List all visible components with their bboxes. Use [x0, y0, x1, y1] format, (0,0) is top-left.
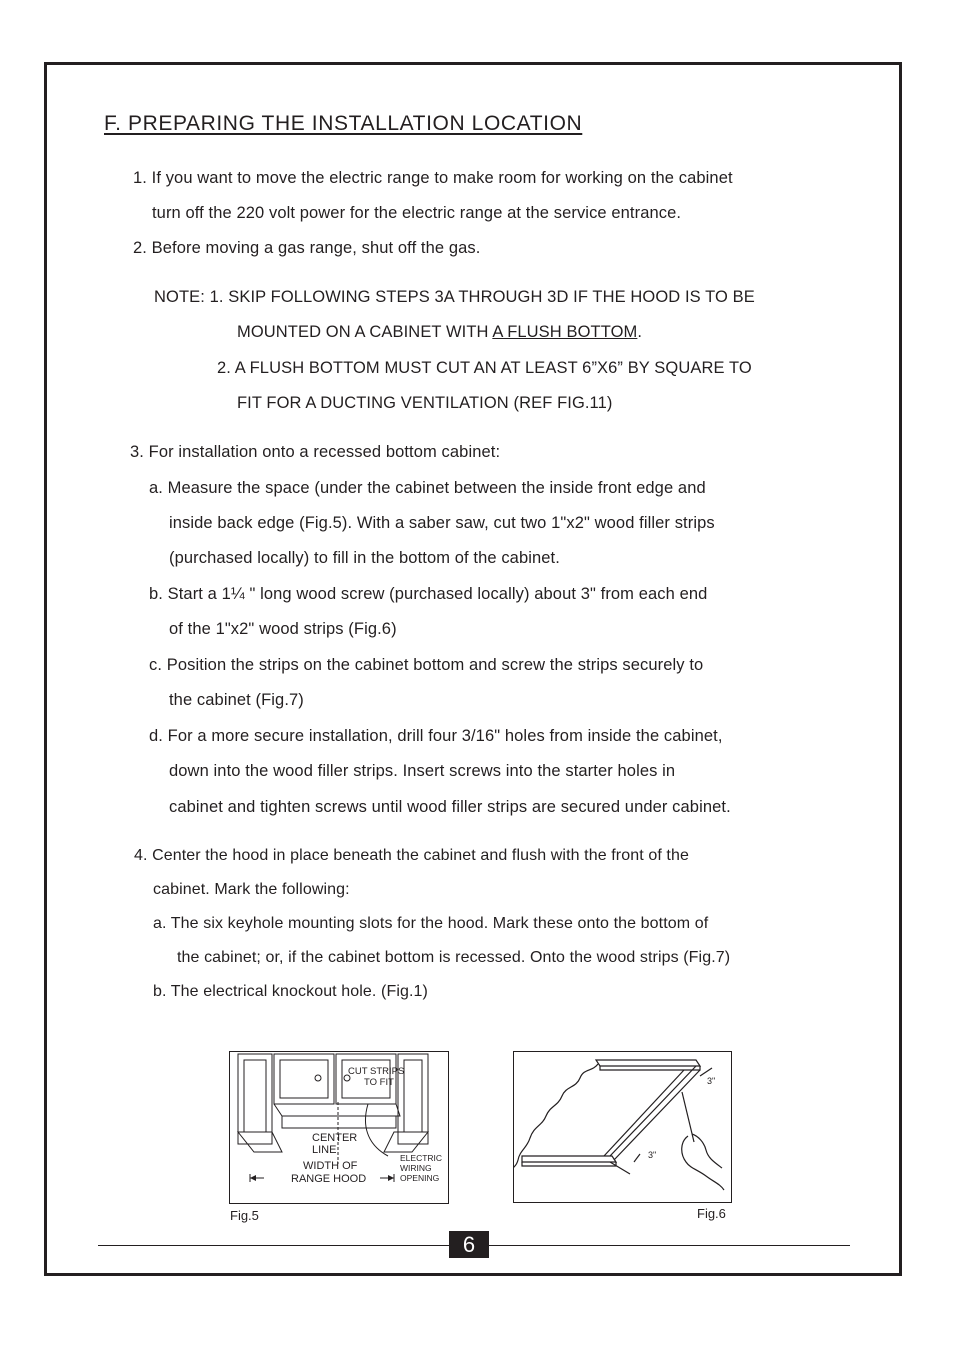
step3-a-line1: a. Measure the space (under the cabinet between the inside front edge and: [149, 479, 706, 497]
step4-b-line1: b. The electrical knockout hole. (Fig.1): [153, 983, 428, 1000]
fig5-label-range-hood: RANGE HOOD: [291, 1173, 367, 1185]
note-line1: NOTE: 1. SKIP FOLLOWING STEPS 3A THROUGH 3D IF THE HOOD IS TO BE: [154, 288, 755, 306]
fig5-caption: Fig.5: [230, 1208, 259, 1223]
note-line2: MOUNTED ON A CABINET WITH A FLUSH BOTTOM.: [237, 323, 643, 341]
fig5-label-cut-strips: CUT STRIPS: [348, 1066, 405, 1077]
section-title: F. PREPARING THE INSTALLATION LOCATION: [104, 112, 583, 135]
fig5-label-line: LINE: [312, 1144, 337, 1156]
step3-c-line1: c. Position the strips on the cabinet bottom and screw the strips securely to: [149, 656, 704, 674]
step1-line1: 1. If you want to move the electric range to make room for working on the cabinet: [133, 169, 733, 187]
page-number: 6: [449, 1231, 489, 1258]
fig6-caption: Fig.6: [697, 1206, 726, 1221]
step3-heading: 3. For installation onto a recessed bottom cabinet:: [130, 443, 501, 461]
step2: 2. Before moving a gas range, shut off the gas.: [133, 239, 481, 257]
step4-line2: cabinet. Mark the following:: [153, 881, 350, 898]
step1-line2: turn off the 220 volt power for the electric range at the service entrance.: [152, 204, 682, 222]
step3-a-line3: (purchased locally) to fill in the bottom of the cabinet.: [169, 549, 560, 567]
fig5-label-electric: ELECTRIC: [400, 1153, 443, 1163]
step3-d-line3: cabinet and tighten screws until wood filler strips are secured under cabinet.: [169, 798, 731, 816]
flush-bottom-underlined: A FLUSH BOTTOM: [492, 323, 638, 341]
fig5-label-to-fit: TO FIT: [364, 1077, 394, 1088]
step4-a-line1: a. The six keyhole mounting slots for the hood. Mark these onto the bottom of: [153, 915, 709, 932]
step3-d-line2: down into the wood filler strips. Insert screws into the starter holes in: [169, 762, 676, 780]
fig5-label-wiring: WIRING: [400, 1163, 432, 1173]
fig6-dim-bottom: 3": [648, 1150, 657, 1160]
fig6-dim-top: 3": [707, 1076, 716, 1086]
step3-a-line2: inside back edge (Fig.5). With a saber saw, cut two 1"x2" wood filler strips: [169, 514, 715, 532]
fig5-label-width-of: WIDTH OF: [303, 1160, 358, 1172]
figure-5-cabinet-diagram: [229, 1051, 449, 1204]
note-line4: FIT FOR A DUCTING VENTILATION (REF FIG.11): [237, 394, 613, 412]
fig5-label-opening: OPENING: [400, 1173, 440, 1183]
fig5-label-center: CENTER: [312, 1132, 358, 1144]
figure-6-wood-strips-diagram: [513, 1051, 732, 1203]
step3-b-line2: of the 1"x2" wood strips (Fig.6): [169, 620, 397, 638]
step4-line1: 4. Center the hood in place beneath the cabinet and flush with the front of the: [134, 847, 689, 864]
note-line3: 2. A FLUSH BOTTOM MUST CUT AN AT LEAST 6”X6” BY SQUARE TO: [217, 359, 752, 377]
step3-d-line1: d. For a more secure installation, drill four 3/16" holes from inside the cabinet,: [149, 727, 723, 745]
step3-b-line1: b. Start a 1¼ " long wood screw (purchased locally) about 3" from each end: [149, 585, 708, 603]
step3-c-line2: the cabinet (Fig.7): [169, 691, 304, 709]
step4-a-line2: the cabinet; or, if the cabinet bottom is recessed. Onto the wood strips (Fig.7): [177, 949, 731, 966]
